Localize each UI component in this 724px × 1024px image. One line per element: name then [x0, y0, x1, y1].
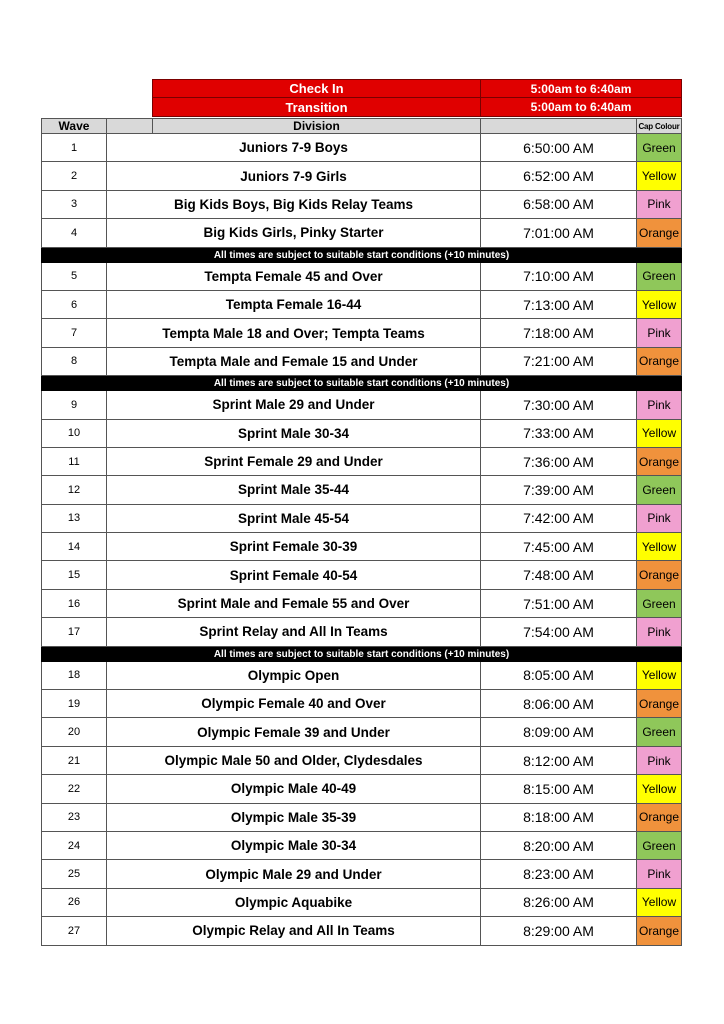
wave-number: 14: [42, 533, 107, 560]
cap-colour: Green: [637, 832, 681, 859]
division-name: Olympic Female 40 and Over: [107, 690, 481, 717]
table-row: [41, 291, 682, 319]
table-row: [41, 590, 682, 618]
division-name: Sprint Female 29 and Under: [107, 448, 481, 475]
start-time: 7:18:00 AM: [481, 319, 637, 346]
division-name: Sprint Male 29 and Under: [107, 391, 481, 418]
wave-number: 27: [42, 917, 107, 944]
cap-colour: Yellow: [637, 162, 681, 189]
wave-number: 6: [42, 291, 107, 318]
transition-row: [152, 98, 682, 117]
blank-column-header: [107, 119, 153, 133]
division-name: Olympic Female 39 and Under: [107, 718, 481, 745]
cap-colour: Orange: [637, 448, 681, 475]
start-time: 7:33:00 AM: [481, 420, 637, 447]
wave-number: 26: [42, 889, 107, 916]
division-name: Big Kids Boys, Big Kids Relay Teams: [107, 191, 481, 218]
cap-colour: Orange: [637, 561, 681, 588]
cap-colour: Orange: [637, 917, 681, 944]
start-time: 7:39:00 AM: [481, 476, 637, 503]
division-name: Tempta Female 45 and Over: [107, 263, 481, 290]
start-time: 8:23:00 AM: [481, 860, 637, 887]
wave-number: 13: [42, 505, 107, 532]
division-name: Tempta Female 16-44: [107, 291, 481, 318]
start-time: 6:58:00 AM: [481, 191, 637, 218]
cap-colour: Yellow: [637, 889, 681, 916]
cap-colour: Yellow: [637, 775, 681, 802]
start-time: 8:29:00 AM: [481, 917, 637, 944]
division-name: Olympic Male 29 and Under: [107, 860, 481, 887]
start-time: 7:13:00 AM: [481, 291, 637, 318]
start-time: 7:48:00 AM: [481, 561, 637, 588]
wave-number: 11: [42, 448, 107, 475]
table-row: [41, 319, 682, 347]
wave-number: 3: [42, 191, 107, 218]
division-column-header: Division: [153, 119, 481, 133]
division-name: Sprint Male 45-54: [107, 505, 481, 532]
wave-number: 16: [42, 590, 107, 617]
table-row: [41, 191, 682, 219]
table-row: [41, 804, 682, 832]
start-conditions-notice: All times are subject to suitable start conditions (+10 minutes): [41, 248, 682, 263]
wave-number: 12: [42, 476, 107, 503]
table-row: [41, 662, 682, 690]
cap-colour: Pink: [637, 747, 681, 774]
start-time: 8:18:00 AM: [481, 804, 637, 831]
cap-colour: Pink: [637, 618, 681, 645]
start-time: 6:50:00 AM: [481, 134, 637, 161]
division-name: Sprint Male 35-44: [107, 476, 481, 503]
division-name: Olympic Aquabike: [107, 889, 481, 916]
division-name: Juniors 7-9 Boys: [107, 134, 481, 161]
division-name: Juniors 7-9 Girls: [107, 162, 481, 189]
table-row: [41, 718, 682, 746]
start-time: 8:09:00 AM: [481, 718, 637, 745]
division-name: Big Kids Girls, Pinky Starter: [107, 219, 481, 246]
wave-number: 25: [42, 860, 107, 887]
division-name: Olympic Male 30-34: [107, 832, 481, 859]
wave-number: 10: [42, 420, 107, 447]
table-row: [41, 219, 682, 247]
start-time: 8:06:00 AM: [481, 690, 637, 717]
start-time: 7:21:00 AM: [481, 348, 637, 375]
start-time: 7:30:00 AM: [481, 391, 637, 418]
table-row: [41, 348, 682, 376]
table-row: [41, 391, 682, 419]
wave-number: 8: [42, 348, 107, 375]
check-in-label: Check In: [152, 79, 481, 98]
table-row: [41, 860, 682, 888]
division-name: Olympic Open: [107, 662, 481, 689]
wave-number: 23: [42, 804, 107, 831]
cap-colour: Orange: [637, 690, 681, 717]
cap-colour: Pink: [637, 860, 681, 887]
cap-colour: Orange: [637, 219, 681, 246]
start-time: 7:42:00 AM: [481, 505, 637, 532]
start-time: 7:36:00 AM: [481, 448, 637, 475]
check-in-row: [152, 79, 682, 98]
wave-number: 5: [42, 263, 107, 290]
start-time: 7:01:00 AM: [481, 219, 637, 246]
division-name: Olympic Male 50 and Older, Clydesdales: [107, 747, 481, 774]
start-time: 8:20:00 AM: [481, 832, 637, 859]
table-row: [41, 476, 682, 504]
start-time: 6:52:00 AM: [481, 162, 637, 189]
table-row: [41, 917, 682, 945]
cap-colour: Pink: [637, 391, 681, 418]
cap-colour: Yellow: [637, 662, 681, 689]
cap-colour: Yellow: [637, 420, 681, 447]
start-time: 8:05:00 AM: [481, 662, 637, 689]
start-conditions-notice: All times are subject to suitable start conditions (+10 minutes): [41, 647, 682, 662]
wave-number: 20: [42, 718, 107, 745]
transition-time: 5:00am to 6:40am: [481, 98, 682, 117]
cap-colour: Green: [637, 134, 681, 161]
transition-label: Transition: [152, 98, 481, 117]
table-row: [41, 533, 682, 561]
table-row: [41, 420, 682, 448]
table-row: [41, 775, 682, 803]
start-time: 7:45:00 AM: [481, 533, 637, 560]
cap-colour: Green: [637, 263, 681, 290]
wave-number: 15: [42, 561, 107, 588]
wave-number: 9: [42, 391, 107, 418]
cap-colour: Green: [637, 718, 681, 745]
division-name: Olympic Male 40-49: [107, 775, 481, 802]
wave-number: 4: [42, 219, 107, 246]
table-row: [41, 448, 682, 476]
wave-number: 22: [42, 775, 107, 802]
wave-number: 18: [42, 662, 107, 689]
table-row: [41, 263, 682, 291]
cap-colour: Pink: [637, 505, 681, 532]
wave-number: 21: [42, 747, 107, 774]
table-row: [41, 889, 682, 917]
wave-number: 7: [42, 319, 107, 346]
wave-number: 19: [42, 690, 107, 717]
start-conditions-notice: All times are subject to suitable start conditions (+10 minutes): [41, 376, 682, 391]
start-time-column-header: [481, 119, 637, 133]
start-time: 8:15:00 AM: [481, 775, 637, 802]
cap-colour: Pink: [637, 319, 681, 346]
table-row: [41, 134, 682, 162]
wave-number: 2: [42, 162, 107, 189]
table-row: [41, 690, 682, 718]
division-name: Tempta Male 18 and Over; Tempta Teams: [107, 319, 481, 346]
division-name: Sprint Female 30-39: [107, 533, 481, 560]
cap-colour: Yellow: [637, 533, 681, 560]
cap-colour: Orange: [637, 804, 681, 831]
start-time: 7:51:00 AM: [481, 590, 637, 617]
start-time: 8:12:00 AM: [481, 747, 637, 774]
schedule-table: [41, 134, 682, 946]
table-row: [41, 162, 682, 190]
start-time: 7:10:00 AM: [481, 263, 637, 290]
division-name: Olympic Male 35-39: [107, 804, 481, 831]
division-name: Sprint Male 30-34: [107, 420, 481, 447]
division-name: Sprint Relay and All In Teams: [107, 618, 481, 645]
cap-colour: Green: [637, 590, 681, 617]
wave-number: 17: [42, 618, 107, 645]
column-header-row: [41, 118, 682, 134]
start-time: 8:26:00 AM: [481, 889, 637, 916]
wave-column-header: Wave: [42, 119, 107, 133]
table-row: [41, 561, 682, 589]
division-name: Sprint Female 40-54: [107, 561, 481, 588]
table-row: [41, 505, 682, 533]
division-name: Tempta Male and Female 15 and Under: [107, 348, 481, 375]
start-time: 7:54:00 AM: [481, 618, 637, 645]
cap-colour: Orange: [637, 348, 681, 375]
check-in-time: 5:00am to 6:40am: [481, 79, 682, 98]
table-row: [41, 832, 682, 860]
cap-colour: Yellow: [637, 291, 681, 318]
wave-number: 24: [42, 832, 107, 859]
wave-number: 1: [42, 134, 107, 161]
table-row: [41, 747, 682, 775]
division-name: Olympic Relay and All In Teams: [107, 917, 481, 944]
division-name: Sprint Male and Female 55 and Over: [107, 590, 481, 617]
cap-colour: Pink: [637, 191, 681, 218]
cap-colour-column-header: Cap Colour: [638, 121, 680, 131]
cap-colour: Green: [637, 476, 681, 503]
table-row: [41, 618, 682, 646]
